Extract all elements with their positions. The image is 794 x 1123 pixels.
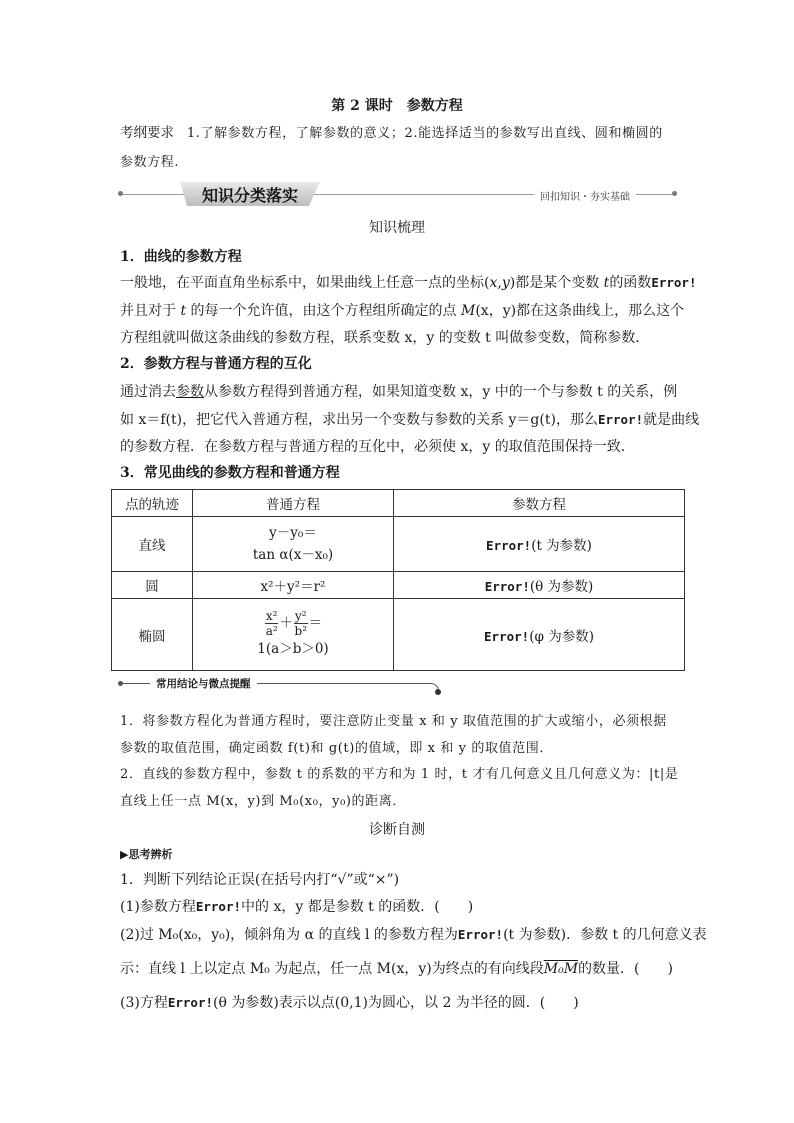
syllabus-text: 1.了解参数方程，了解参数的意义；2.能选择适当的参数写出直线、圆和椭圆的 xyxy=(186,126,663,141)
section-1-heading: 1．曲线的参数方程 xyxy=(120,249,242,265)
question-1-item-2 xyxy=(120,924,707,944)
cell-ellipse-ordinary xyxy=(193,599,394,671)
section-1-line-1 xyxy=(120,272,696,292)
syllabus-label: 考纲要求 xyxy=(120,125,174,141)
think-label: ▶思考辨析 xyxy=(120,848,173,861)
error-placeholder: Error! xyxy=(484,628,530,644)
text-run: (2)过 M₀(x₀，y₀)，倾斜角为 α 的直线 l 的参数方程为 xyxy=(120,927,458,943)
denominator: a² xyxy=(265,624,278,638)
banner-title: 知识分类落实 xyxy=(201,186,298,205)
var-m: M xyxy=(461,303,476,319)
curve-equations-table xyxy=(111,489,685,671)
header-trajectory: 点的轨迹 xyxy=(112,490,193,517)
param-note: (t 为参数) xyxy=(531,538,592,554)
text-run: , xyxy=(497,275,502,291)
text-run: (3)方程 xyxy=(120,995,168,1011)
section-2-heading: 2．参数方程与普通方程的互化 xyxy=(120,356,312,372)
banner-subtitle: 回扣知识・夯实基础 xyxy=(534,188,636,203)
cell-line-name: 直线 xyxy=(112,517,193,572)
text-run: 的每一个允许值，由这个方程组所确定的点 xyxy=(190,303,457,319)
text-run: (t 为参数)．参数 t 的几何意义表 xyxy=(503,927,707,943)
underlined-term: 参数 xyxy=(176,384,204,400)
tip-1-line-1: 1．将参数方程化为普通方程时，要注意防止变量 x 和 y 取值范围的扩大或缩小，必须根据 xyxy=(120,714,667,729)
page-title: 第 2 课时 参数方程 xyxy=(331,98,463,114)
banner-dot-right xyxy=(672,191,677,196)
cell-circle-name: 圆 xyxy=(112,572,193,599)
text-run: 如 x＝f(t)，把它代入普通方程，求出另一个变数与参数的关系 y＝g(t)，那么 xyxy=(120,412,598,428)
var-x: x xyxy=(489,275,498,291)
section-1-line-3: 方程组就叫做这条曲线的参数方程，联系变数 x，y 的变数 t 叫做参变数，简称参数． xyxy=(120,330,650,346)
table-row-line xyxy=(112,517,685,572)
text-run: 并且对于 xyxy=(120,303,176,319)
section-2-line-3: 的参数方程．在参数方程与普通方程的互化中，必须使 x，y 的取值范围保持一致． xyxy=(120,439,635,455)
cell-ellipse-parametric xyxy=(394,599,685,671)
error-placeholder: Error! xyxy=(651,275,697,290)
plus-sign: ＋ xyxy=(279,615,293,631)
param-note: (φ 为参数) xyxy=(529,628,594,645)
var-t: t xyxy=(603,275,610,291)
error-placeholder: Error! xyxy=(195,899,241,914)
text-run: 就是曲线 xyxy=(643,412,700,428)
tips-dot-right xyxy=(435,689,441,695)
numerator: y² xyxy=(294,609,307,623)
vector-m0m: M₀M xyxy=(543,961,579,977)
text-run: 都在这条曲线上，那么这个 xyxy=(516,303,685,319)
ellipse-eq-fractions xyxy=(193,609,393,638)
equals-sign: ＝ xyxy=(308,615,323,631)
text-run: 从参数方程得到普通方程，如果知道变数 x，y 中的一个与参数 t 的关系，例 xyxy=(204,384,678,400)
text-run: 的函数 xyxy=(609,275,652,291)
fraction-y xyxy=(294,609,308,638)
table-header-row xyxy=(112,490,685,517)
knowledge-heading: 知识梳理 xyxy=(369,220,425,236)
syllabus-requirement xyxy=(120,121,663,141)
var-t: t xyxy=(180,303,187,319)
header-parametric: 参数方程 xyxy=(394,490,685,517)
fraction-x xyxy=(265,609,279,638)
text-run: 通过消去 xyxy=(120,384,176,400)
section-2-line-1 xyxy=(120,381,677,401)
question-1-item-1 xyxy=(120,896,473,916)
denominator: b² xyxy=(294,624,308,638)
ellipse-eq-part2: 1(a＞b＞0) xyxy=(257,641,329,657)
self-test-heading: 诊断自测 xyxy=(369,822,425,838)
cell-ellipse-name: 椭圆 xyxy=(112,599,193,671)
numerator: x² xyxy=(265,609,278,623)
tip-2-line-2: 直线上任一点 M(x，y)到 M₀(x₀，y₀)的距离． xyxy=(120,794,406,809)
var-y: y xyxy=(501,275,510,291)
question-1-heading: 1．判断下列结论正误(在括号内打“√”或“×”) xyxy=(120,872,400,888)
header-ordinary: 普通方程 xyxy=(193,490,394,517)
error-placeholder: Error! xyxy=(457,927,504,942)
cell-circle-parametric xyxy=(394,572,685,599)
table-row-ellipse xyxy=(112,599,685,671)
error-placeholder: Error! xyxy=(484,579,530,594)
error-placeholder: Error! xyxy=(167,995,213,1010)
cell-line-ordinary xyxy=(193,517,394,572)
section-1-line-2 xyxy=(120,300,684,320)
question-1-item-2-continued xyxy=(120,958,673,978)
question-1-item-3 xyxy=(120,992,579,1012)
table-row-circle xyxy=(112,572,685,599)
cell-circle-ordinary: x²＋y²＝r² xyxy=(193,572,394,599)
syllabus-text-continued: 参数方程. xyxy=(120,155,180,170)
line-eq-part2: tan α(x－x₀) xyxy=(252,547,334,563)
param-note: (θ 为参数) xyxy=(529,579,594,595)
text-run: (x，y) xyxy=(475,303,517,319)
tip-1-line-2: 参数的取值范围，确定函数 f(t)和 g(t)的值域，即 x 和 y 的取值范围． xyxy=(120,741,553,756)
error-placeholder: Error! xyxy=(486,538,532,553)
text-run: )都是某个变数 xyxy=(509,275,600,291)
section-2-line-2 xyxy=(120,409,699,429)
text-run: 的数量．( ) xyxy=(578,961,673,977)
error-placeholder: Error! xyxy=(597,412,644,427)
section-3-heading: 3．常见曲线的参数方程和普通方程 xyxy=(120,465,340,481)
tip-2-line-1: 2．直线的参数方程中，参数 t 的系数的平方和为 1 时，t 才有几何意义且几何意义为：|t|是 xyxy=(120,767,679,782)
text-run: 一般地，在平面直角坐标系中，如果曲线上任意一点的坐标( xyxy=(120,275,490,291)
text-run: (θ 为参数)表示以点(0,1)为圆心，以 2 为半径的圆．( ) xyxy=(213,995,579,1011)
tips-label: 常用结论与微点提醒 xyxy=(150,676,257,691)
text-run: 示：直线 l 上以定点 M₀ 为起点，任一点 M(x，y)为终点的有向线段 xyxy=(120,961,544,977)
tips-dot-left xyxy=(118,681,123,686)
cell-line-parametric xyxy=(394,517,685,572)
text-run: (1)参数方程 xyxy=(120,899,196,915)
text-run: 中的 x，y 都是参数 t 的函数．( ) xyxy=(241,899,474,915)
line-eq-part1: y－y₀＝ xyxy=(269,525,317,541)
banner-dot-left xyxy=(118,191,123,196)
